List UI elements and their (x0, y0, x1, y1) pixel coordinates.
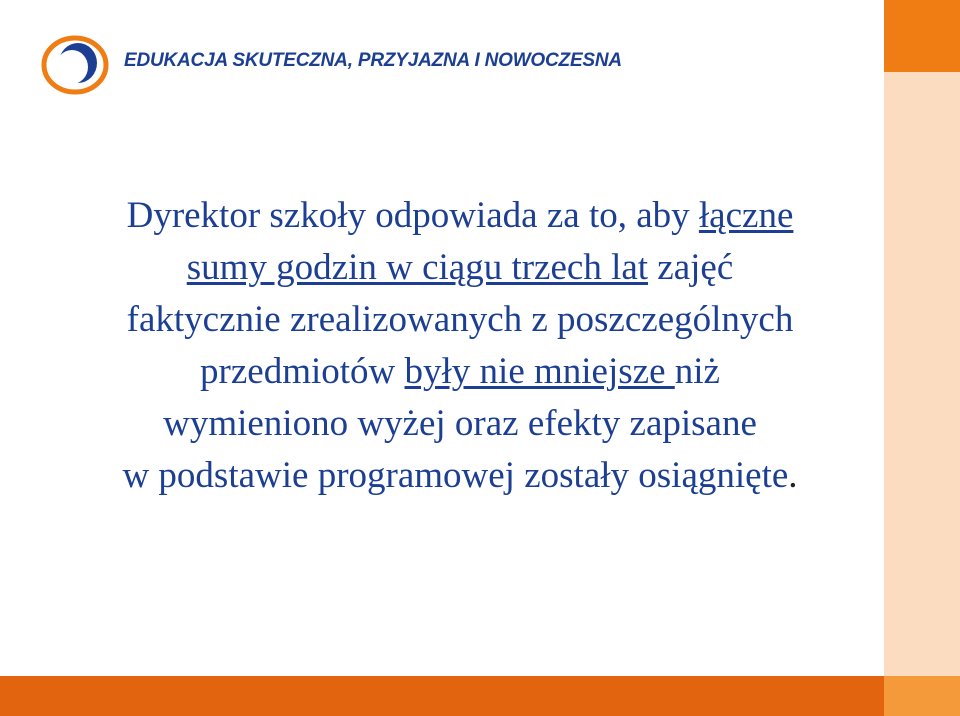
text-line-3: faktycznie zrealizowanych z poszczególnych (126, 299, 794, 340)
bottom-bar (0, 676, 884, 716)
bottom-bar-corner (884, 676, 960, 716)
text-line-6: w podstawie programowej zostały osiągnięte (122, 455, 789, 496)
text-line-5: wymieniono wyżej oraz efekty zapisane (163, 403, 757, 444)
text-line-1-underlined: łączne (698, 195, 794, 236)
text-period: . (788, 455, 798, 496)
text-line-1-start: Dyrektor szkoły odpowiada za to, aby (126, 195, 699, 236)
text-line-4-start: przedmiotów (200, 351, 405, 392)
text-line-4-end: niż (674, 351, 720, 392)
side-strip (884, 0, 960, 716)
side-accent-block (884, 0, 960, 72)
text-line-4-underlined: były nie mniejsze (404, 351, 675, 392)
slide-body-text (40, 190, 880, 502)
logo-icon (40, 34, 110, 96)
header-title: EDUKACJA SKUTECZNA, PRZYJAZNA I NOWOCZESNA (124, 50, 622, 71)
text-line-2-underlined: sumy godzin w ciągu trzech lat (186, 247, 649, 288)
text-line-2-end: zajęć (648, 247, 734, 288)
